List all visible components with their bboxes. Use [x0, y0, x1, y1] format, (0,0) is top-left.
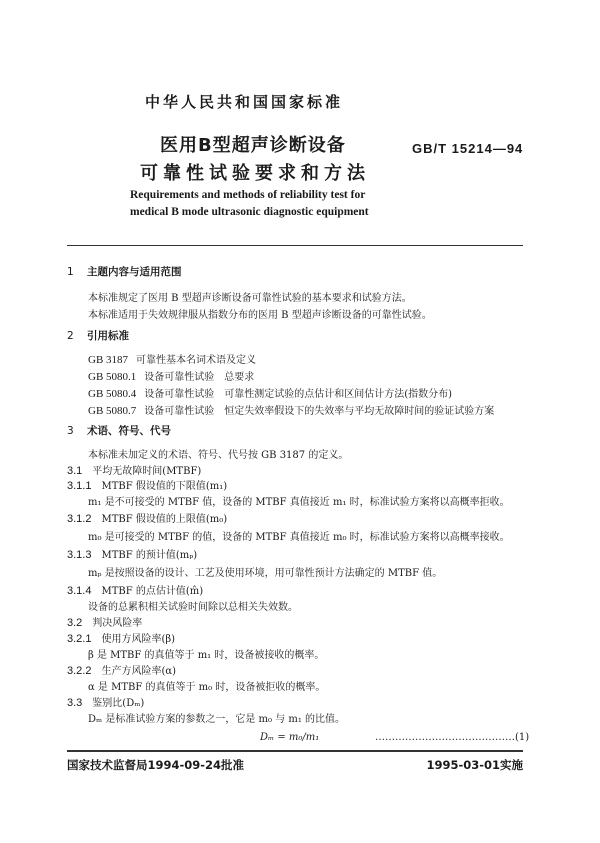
- clause-number: 3.2: [67, 617, 83, 629]
- clause-heading: [67, 462, 201, 477]
- title-line-1: 医用B型超声诊断设备: [160, 135, 346, 156]
- clause-number: 3.1: [67, 465, 83, 477]
- reference-item: [88, 385, 452, 400]
- reference-code: GB 3187: [88, 354, 129, 366]
- clause-title: MTBF 假设值的下限值(m₁): [101, 481, 228, 492]
- english-title-line-1: Requirements and methods of reliability test for: [130, 189, 366, 201]
- footer-divider: [67, 750, 523, 752]
- clause-number: 3.1.1: [67, 480, 92, 492]
- clause-number: 3.1.2: [67, 513, 92, 525]
- clause-heading: [67, 582, 203, 597]
- section-number: 3: [67, 425, 74, 437]
- effective-date: 1995-03-01实施: [426, 758, 523, 772]
- paragraph: 本标准未加定义的术语、符号、代号按 GB 3187 的定义。: [88, 450, 349, 461]
- formula: Dₘ = m₀/m₁: [260, 732, 320, 743]
- section-1-heading: [67, 264, 182, 279]
- clause-heading: [67, 614, 142, 629]
- clause-title: MTBF 的点估计值(m̂): [101, 586, 204, 597]
- equation-number: (1): [515, 732, 530, 743]
- clause-text: Dₘ 是标准试验方案的参数之一，它是 m₀ 与 m₁ 的比值。: [88, 714, 346, 725]
- clause-number: 3.1.4: [67, 585, 92, 597]
- title-line-2: 可靠性试验要求和方法: [140, 163, 370, 184]
- section-3-heading: [67, 423, 171, 438]
- reference-code: GB 5080.1: [88, 371, 137, 383]
- reference-title: 设备可靠性试验 恒定失效率假设下的失效率与平均无故障时间的验证试验方案: [144, 406, 495, 417]
- clause-text: α 是 MTBF 的真值等于 m₀ 时，设备被拒收的概率。: [88, 682, 326, 693]
- clause-text: m₁ 是不可接受的 MTBF 值，设备的 MTBF 真值接近 m₁ 时，标准试验方案将以高概率拒收。: [88, 497, 510, 508]
- reference-item: [88, 351, 256, 366]
- section-number: 1: [67, 266, 74, 278]
- clause-text: mₚ 是按照设备的设计、工艺及使用环境，用可靠性预计方法确定的 MTBF 值。: [88, 568, 443, 579]
- paragraph: 本标准规定了医用 B 型超声诊断设备可靠性试验的基本要求和试验方法。: [88, 293, 412, 304]
- reference-title: 设备可靠性试验 可靠性测定试验的点估计和区间估计方法(指数分布): [144, 389, 453, 400]
- reference-code: GB 5080.4: [88, 388, 137, 400]
- section-2-heading: [67, 328, 129, 343]
- section-title: 引用标准: [87, 330, 129, 342]
- reference-title: 可靠性基本名词术语及定义: [136, 355, 257, 366]
- clause-title: MTBF 假设值的上限值(m₀): [101, 514, 228, 525]
- nation-standard-heading: 中华人民共和国国家标准: [145, 93, 344, 111]
- clause-title: 生产方风险率(α): [101, 666, 177, 677]
- clause-number: 3.2.2: [67, 665, 92, 677]
- section-title: 主题内容与适用范围: [87, 266, 182, 278]
- header-divider: [67, 245, 523, 246]
- clause-number: 3.2.1: [67, 633, 92, 645]
- clause-heading: [67, 694, 144, 709]
- approval-date: 国家技术监督局1994-09-24批准: [67, 758, 245, 772]
- clause-text: β 是 MTBF 的真值等于 m₁ 时，设备被接收的概率。: [88, 650, 325, 661]
- clause-title: 判决风险率: [92, 618, 143, 629]
- clause-title: 平均无故障时间(MTBF): [92, 466, 202, 477]
- clause-heading: [67, 546, 197, 561]
- clause-title: MTBF 的预计值(mₚ): [101, 550, 198, 561]
- standard-code: GB/T 15214—94: [412, 141, 524, 156]
- reference-code: GB 5080.7: [88, 405, 137, 417]
- section-number: 2: [67, 330, 74, 342]
- clause-heading: [67, 510, 227, 525]
- formula-number: [375, 732, 529, 743]
- clause-text: 设备的总累积相关试验时间除以总相关失效数。: [88, 602, 298, 613]
- clause-number: 3.1.3: [67, 549, 92, 561]
- clause-title: 鉴别比(Dₘ): [92, 698, 145, 709]
- clause-heading: [67, 662, 176, 677]
- clause-text: m₀ 是可接受的 MTBF 的值，设备的 MTBF 真值接近 m₀ 时，标准试验方案将以高概率接收。: [88, 532, 510, 543]
- clause-heading: [67, 477, 227, 492]
- leader-dots: ……………………………………: [375, 732, 515, 743]
- clause-heading: [67, 630, 175, 645]
- clause-title: 使用方风险率(β): [101, 634, 176, 645]
- section-title: 术语、符号、代号: [87, 425, 171, 437]
- clause-number: 3.3: [67, 697, 83, 709]
- english-title-line-2: medical B mode ultrasonic diagnostic equipment: [130, 206, 369, 218]
- reference-item: [88, 368, 254, 383]
- paragraph: 本标准适用于失效规律服从指数分布的医用 B 型超声诊断设备的可靠性试验。: [88, 310, 432, 321]
- reference-item: [88, 402, 494, 417]
- reference-title: 设备可靠性试验 总要求: [144, 372, 255, 383]
